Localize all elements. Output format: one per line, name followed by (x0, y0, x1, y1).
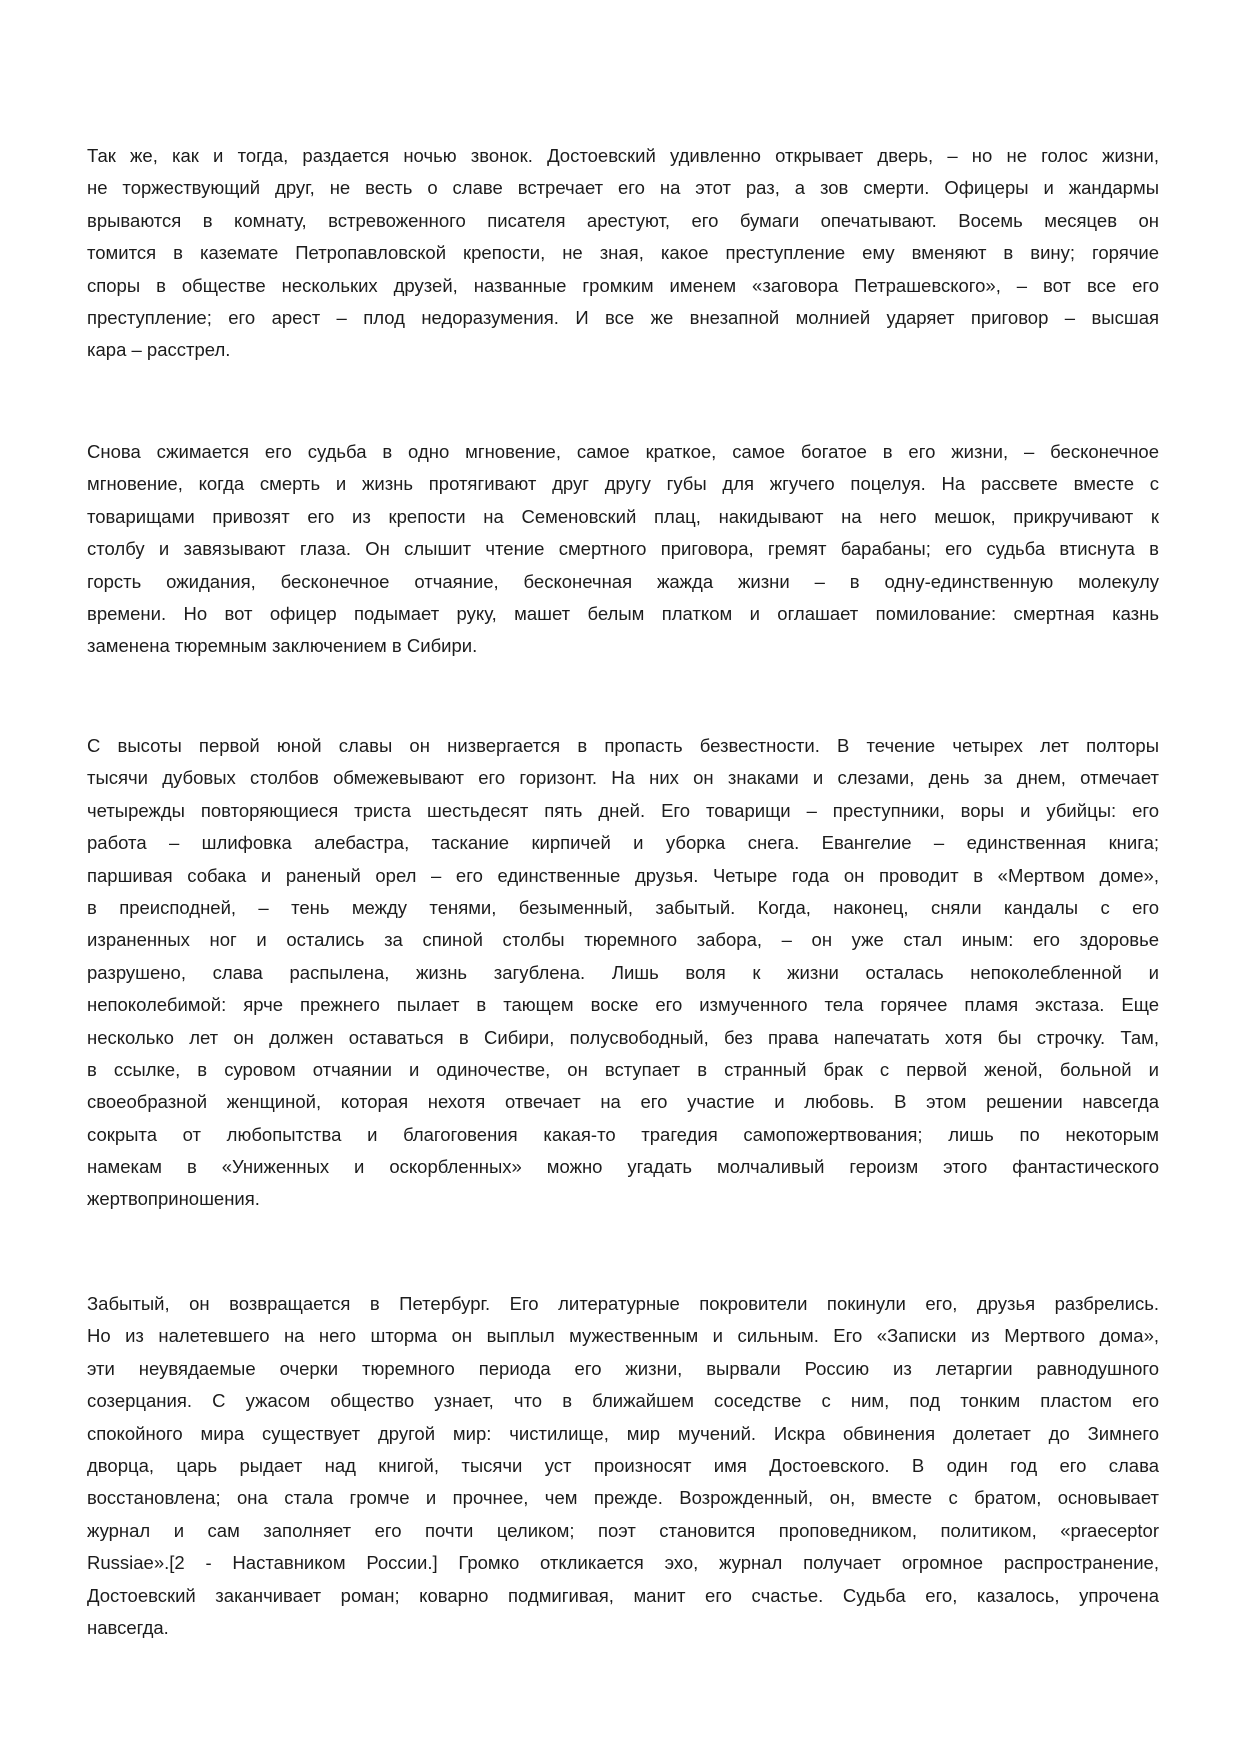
paragraph-3 (87, 730, 1159, 1216)
text-line: преступление; его арест – плод недоразумения. И все же внезапной молнией ударяет приговор – высшая (87, 306, 1159, 328)
text-line: в преисподней, – тень между тенями, безыменный, забытый. Когда, наконец, сняли кандалы с его (87, 896, 1159, 918)
text-line: не торжествующий друг, не весть о славе встречает его на этот раз, а зов смерти. Офицеры и жандармы (87, 177, 1159, 199)
text-line: томится в каземате Петропавловской крепости, не зная, какое преступление ему вменяют в вину; горячие (87, 242, 1159, 264)
text-line: разрушено, слава распылена, жизнь загублена. Лишь воля к жизни осталась непоколебленной и (87, 961, 1159, 983)
text-line: тысячи дубовых столбов обмежевывают его горизонт. На них он знаками и слезами, день за днем, отмечает (87, 767, 1159, 789)
text-line: навсегда. (87, 1616, 169, 1638)
text-line: несколько лет он должен оставаться в Сибири, полусвободный, без права напечатать хотя бы строчку. Там, (87, 1026, 1159, 1048)
text-line: восстановлена; она стала громче и прочнее, чем прежде. Возрожденный, он, вместе с братом, основывает (87, 1487, 1159, 1509)
text-line: четырежды повторяющиеся триста шестьдесят пять дней. Его товарищи – преступники, воры и убийцы: его (87, 799, 1159, 821)
text-line: сокрыта от любопытства и благоговения какая-то трагедия самопожертвования; лишь по некоторым (87, 1123, 1159, 1145)
text-line: Но из налетевшего на него шторма он выплыл мужественным и сильным. Его «Записки из Мертвого дома», (87, 1325, 1159, 1347)
text-line: паршивая собака и раненый орел – его единственные друзья. Четыре года он проводит в «Мертвом доме», (87, 864, 1159, 886)
text-line: дворца, царь рыдает над книгой, тысячи уст произносят имя Достоевского. В один год его слава (87, 1454, 1159, 1476)
paragraph-1 (87, 140, 1159, 367)
text-line: врываются в комнату, встревоженного писателя арестуют, его бумаги опечатывают. Восемь месяцев он (87, 209, 1159, 231)
text-line: товарищами привозят его из крепости на Семеновский плац, накидывают на него мешок, прикручивают к (87, 505, 1159, 527)
text-line: намекам в «Униженных и оскорбленных» можно угадать молчаливый героизм этого фантастического (87, 1156, 1159, 1178)
text-line: Так же, как и тогда, раздается ночью звонок. Достоевский удивленно открывает дверь, – но не голос жизни, (87, 145, 1159, 166)
text-line: в ссылке, в суровом отчаянии и одиночестве, он вступает в странный брак с первой женой, больной и (87, 1058, 1159, 1080)
text-line: непоколебимой: ярче прежнего пылает в тающем воске его измученного тела горячее пламя экстаза. Еще (87, 994, 1159, 1016)
text-line: своеобразной женщиной, которая нехотя отвечает на его участие и любовь. В этом решении навсегда (87, 1091, 1159, 1113)
text-line: Снова сжимается его судьба в одно мгновение, самое краткое, самое богатое в его жизни, – бесконечное (87, 441, 1159, 462)
text-line: эти неувядаемые очерки тюремного периода его жизни, вырвали Россию из летаргии равнодушного (87, 1357, 1159, 1379)
text-line: Забытый, он возвращается в Петербург. Его литературные покровители покинули его, друзья разбрелись. (87, 1293, 1159, 1314)
paragraph-4 (87, 1288, 1159, 1644)
text-line: времени. Но вот офицер подымает руку, машет белым платком и оглашает помилование: смертная казнь (87, 602, 1159, 624)
text-line: заменена тюремным заключением в Сибири. (87, 635, 478, 657)
text-line: мгновение, когда смерть и жизнь протягивают друг другу губы для жгучего поцелуя. На рассвете вместе с (87, 473, 1159, 495)
text-line: столбу и завязывают глаза. Он слышит чтение смертного приговора, гремят барабаны; его судьба втиснута в (87, 538, 1159, 560)
text-line: споры в обществе нескольких друзей, названные громким именем «заговора Петрашевского», – вот все его (87, 274, 1159, 296)
paragraph-2 (87, 436, 1159, 663)
text-line: Russiae».[2 - Наставником России.] Громко откликается эхо, журнал получает огромное распространение, (87, 1552, 1159, 1574)
text-line: созерцания. С ужасом общество узнает, что в ближайшем соседстве с ним, под тонким пластом его (87, 1390, 1159, 1412)
text-line: С высоты первой юной славы он низвергается в пропасть безвестности. В течение четырех лет полторы (87, 735, 1159, 756)
text-line: горсть ожидания, бесконечное отчаяние, бесконечная жажда жизни – в одну-единственную молекулу (87, 570, 1159, 592)
text-line: кара – расстрел. (87, 339, 231, 361)
text-line: журнал и сам заполняет его почти целиком; поэт становится проповедником, политиком, «praeceptor (87, 1519, 1159, 1541)
text-line: работа – шлифовка алебастра, таскание кирпичей и уборка снега. Евангелие – единственная книга; (87, 832, 1159, 854)
text-line: жертвоприношения. (87, 1188, 260, 1210)
text-line: спокойного мира существует другой мир: чистилище, мир мучений. Искра обвинения долетает до Зимнего (87, 1422, 1159, 1444)
text-line: израненных ног и остались за спиной столбы тюремного забора, – он уже стал иным: его здоровье (87, 929, 1159, 951)
text-line: Достоевский заканчивает роман; коварно подмигивая, манит его счастье. Судьба его, казалось, упрочена (87, 1584, 1159, 1606)
